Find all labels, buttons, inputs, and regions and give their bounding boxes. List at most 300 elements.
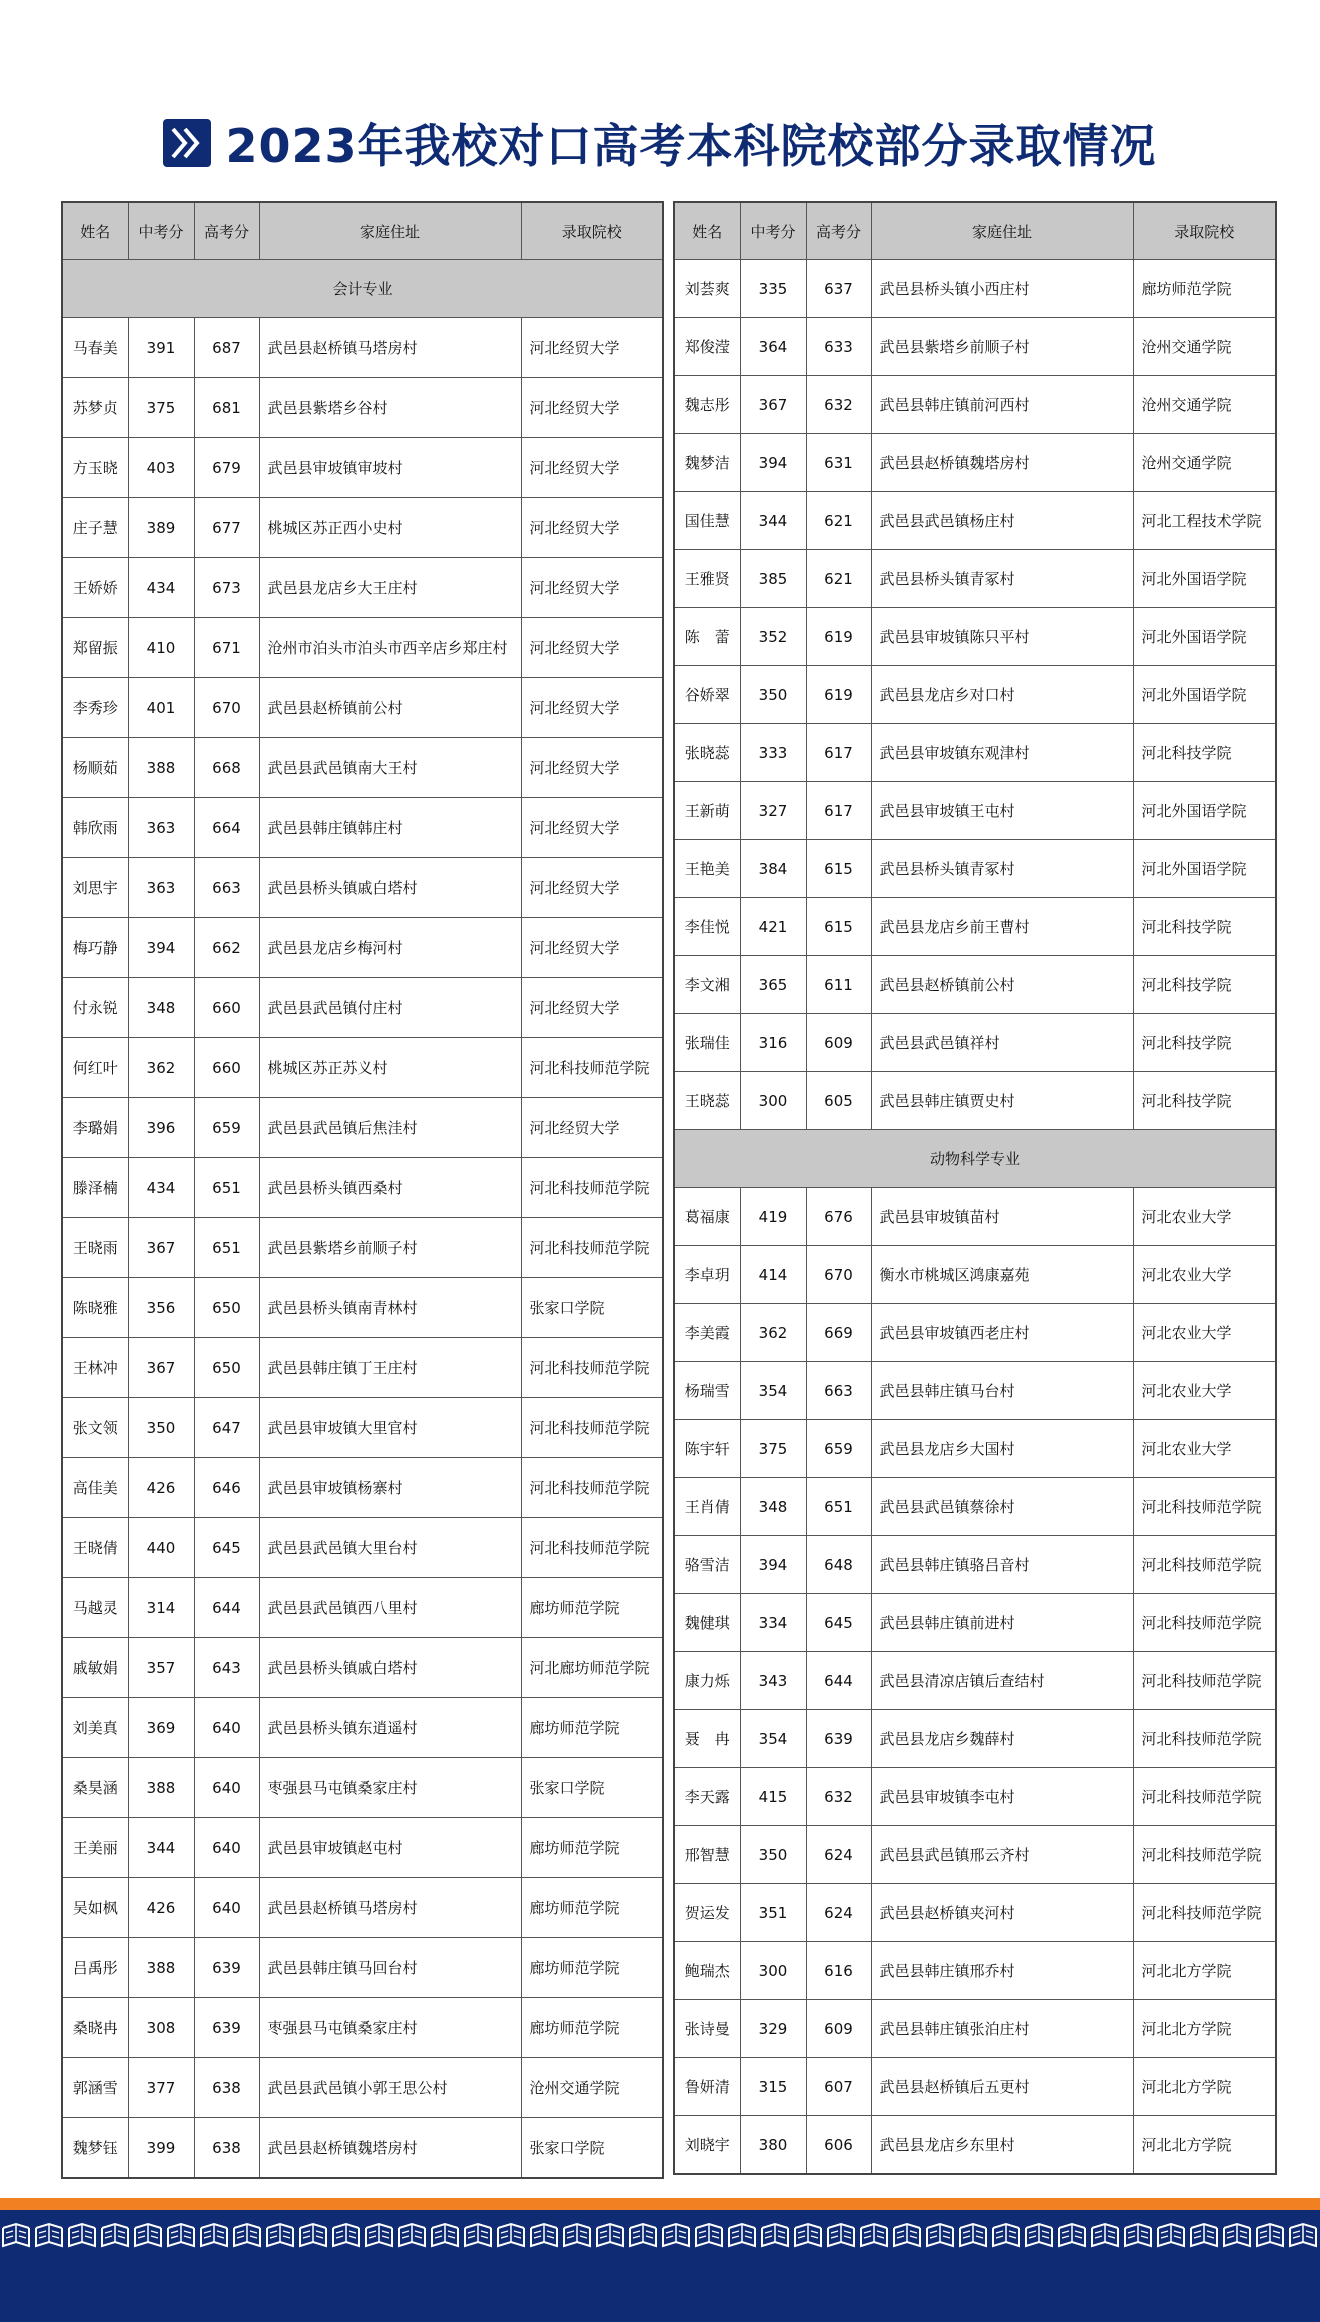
student-name: 高佳美 <box>62 1458 128 1518</box>
zhongkao-score: 388 <box>128 1938 194 1998</box>
home-address: 枣强县马屯镇桑家庄村 <box>259 1758 521 1818</box>
home-address: 武邑县龙店乡魏薛村 <box>871 1710 1133 1768</box>
admitted-school: 张家口学院 <box>521 1278 663 1338</box>
student-name: 刘晓宇 <box>674 2116 740 2175</box>
admitted-school: 沧州交通学院 <box>1133 376 1276 434</box>
admitted-school: 河北经贸大学 <box>521 978 663 1038</box>
table-row <box>674 666 1276 724</box>
student-name: 吕禹彤 <box>62 1938 128 1998</box>
student-name: 王娇娇 <box>62 558 128 618</box>
admitted-school: 河北农业大学 <box>1133 1188 1276 1246</box>
admitted-school: 河北外国语学院 <box>1133 666 1276 724</box>
zhongkao-score: 348 <box>128 978 194 1038</box>
gaokao-score: 663 <box>194 858 259 918</box>
gaokao-score: 632 <box>806 376 871 434</box>
student-name: 郑留振 <box>62 618 128 678</box>
table-row <box>674 956 1276 1014</box>
gaokao-score: 659 <box>194 1098 259 1158</box>
zhongkao-score: 384 <box>740 840 806 898</box>
table-row <box>62 378 663 438</box>
table-row <box>62 558 663 618</box>
table-row <box>674 898 1276 956</box>
table-header-row <box>674 202 1276 260</box>
table-row <box>674 1768 1276 1826</box>
table-row <box>674 840 1276 898</box>
home-address: 武邑县桥头镇青冢村 <box>871 550 1133 608</box>
gaokao-score: 669 <box>806 1304 871 1362</box>
home-address: 武邑县审坡镇苗村 <box>871 1188 1133 1246</box>
student-name: 桑晓冉 <box>62 1998 128 2058</box>
gaokao-score: 607 <box>806 2058 871 2116</box>
zhongkao-score: 327 <box>740 782 806 840</box>
zhongkao-score: 396 <box>128 1098 194 1158</box>
zhongkao-score: 344 <box>128 1818 194 1878</box>
admitted-school: 河北科技学院 <box>1133 724 1276 782</box>
student-name: 陈晓雅 <box>62 1278 128 1338</box>
table-row <box>674 782 1276 840</box>
zhongkao-score: 375 <box>740 1420 806 1478</box>
student-name: 戚敏娟 <box>62 1638 128 1698</box>
admitted-school: 河北科技师范学院 <box>1133 1884 1276 1942</box>
zhongkao-score: 316 <box>740 1014 806 1072</box>
admitted-school: 河北经贸大学 <box>521 498 663 558</box>
header-school: 录取院校 <box>521 202 663 260</box>
admitted-school: 河北经贸大学 <box>521 318 663 378</box>
zhongkao-score: 357 <box>128 1638 194 1698</box>
gaokao-score: 605 <box>806 1072 871 1130</box>
zhongkao-score: 394 <box>740 434 806 492</box>
zhongkao-score: 356 <box>128 1278 194 1338</box>
home-address: 武邑县赵桥镇后五更村 <box>871 2058 1133 2116</box>
table-row <box>62 1998 663 2058</box>
table-row <box>674 318 1276 376</box>
admitted-school: 河北经贸大学 <box>521 378 663 438</box>
zhongkao-score: 403 <box>128 438 194 498</box>
student-name: 李璐娟 <box>62 1098 128 1158</box>
table-row <box>62 618 663 678</box>
gaokao-score: 670 <box>194 678 259 738</box>
home-address: 武邑县龙店乡大王庄村 <box>259 558 521 618</box>
home-address: 武邑县武邑镇杨庄村 <box>871 492 1133 550</box>
table-row <box>674 2058 1276 2116</box>
table-row <box>62 1398 663 1458</box>
home-address: 武邑县韩庄镇前河西村 <box>871 376 1133 434</box>
zhongkao-score: 367 <box>740 376 806 434</box>
admitted-school: 张家口学院 <box>521 2118 663 2179</box>
student-name: 谷娇翠 <box>674 666 740 724</box>
student-name: 郑俊滢 <box>674 318 740 376</box>
table-row <box>674 608 1276 666</box>
zhongkao-score: 314 <box>128 1578 194 1638</box>
admitted-school: 河北科技师范学院 <box>1133 1826 1276 1884</box>
admitted-school: 河北外国语学院 <box>1133 550 1276 608</box>
table-row <box>62 1698 663 1758</box>
footer-accent-bar <box>0 2198 1320 2210</box>
table-row <box>674 1014 1276 1072</box>
student-name: 王晓雨 <box>62 1218 128 1278</box>
student-name: 马越灵 <box>62 1578 128 1638</box>
gaokao-score: 650 <box>194 1338 259 1398</box>
admitted-school: 河北经贸大学 <box>521 738 663 798</box>
page-header <box>0 108 1320 178</box>
zhongkao-score: 401 <box>128 678 194 738</box>
zhongkao-score: 415 <box>740 1768 806 1826</box>
header-name: 姓名 <box>62 202 128 260</box>
student-name: 魏志彤 <box>674 376 740 434</box>
table-row <box>674 724 1276 782</box>
gaokao-score: 637 <box>806 260 871 318</box>
table-row <box>62 2118 663 2179</box>
gaokao-score: 644 <box>194 1578 259 1638</box>
section-label: 会计专业 <box>62 260 663 318</box>
admitted-school: 廊坊师范学院 <box>1133 260 1276 318</box>
table-row <box>62 498 663 558</box>
home-address: 武邑县审坡镇陈只平村 <box>871 608 1133 666</box>
table-row <box>674 1710 1276 1768</box>
student-name: 鲁妍清 <box>674 2058 740 2116</box>
student-name: 郭涵雪 <box>62 2058 128 2118</box>
home-address: 武邑县审坡镇杨寨村 <box>259 1458 521 1518</box>
zhongkao-score: 440 <box>128 1518 194 1578</box>
home-address: 武邑县龙店乡梅河村 <box>259 918 521 978</box>
student-name: 鲍瑞杰 <box>674 1942 740 2000</box>
home-address: 桃城区苏正西小史村 <box>259 498 521 558</box>
double-chevron-right-icon <box>163 119 211 167</box>
home-address: 武邑县龙店乡前王曹村 <box>871 898 1133 956</box>
admitted-school: 河北外国语学院 <box>1133 840 1276 898</box>
table-row <box>674 1478 1276 1536</box>
zhongkao-score: 434 <box>128 1158 194 1218</box>
zhongkao-score: 421 <box>740 898 806 956</box>
zhongkao-score: 335 <box>740 260 806 318</box>
home-address: 沧州市泊头市泊头市西辛店乡郑庄村 <box>259 618 521 678</box>
admitted-school: 廊坊师范学院 <box>521 1698 663 1758</box>
zhongkao-score: 333 <box>740 724 806 782</box>
zhongkao-score: 394 <box>128 918 194 978</box>
home-address: 武邑县武邑镇西八里村 <box>259 1578 521 1638</box>
zhongkao-score: 389 <box>128 498 194 558</box>
home-address: 武邑县龙店乡大国村 <box>871 1420 1133 1478</box>
gaokao-score: 662 <box>194 918 259 978</box>
admitted-school: 河北科技师范学院 <box>1133 1768 1276 1826</box>
zhongkao-score: 350 <box>740 1826 806 1884</box>
admitted-school: 河北农业大学 <box>1133 1246 1276 1304</box>
student-name: 魏健琪 <box>674 1594 740 1652</box>
zhongkao-score: 399 <box>128 2118 194 2179</box>
home-address: 枣强县马屯镇桑家庄村 <box>259 1998 521 2058</box>
gaokao-score: 639 <box>806 1710 871 1768</box>
header-school: 录取院校 <box>1133 202 1276 260</box>
gaokao-score: 639 <box>194 1938 259 1998</box>
admitted-school: 河北科技师范学院 <box>1133 1594 1276 1652</box>
student-name: 葛福康 <box>674 1188 740 1246</box>
gaokao-score: 645 <box>194 1518 259 1578</box>
home-address: 武邑县韩庄镇贾史村 <box>871 1072 1133 1130</box>
home-address: 武邑县赵桥镇夹河村 <box>871 1884 1133 1942</box>
section-header-row <box>62 260 663 318</box>
table-row <box>62 1098 663 1158</box>
student-name: 刘荟爽 <box>674 260 740 318</box>
admitted-school: 河北北方学院 <box>1133 2058 1276 2116</box>
student-name: 李天露 <box>674 1768 740 1826</box>
zhongkao-score: 300 <box>740 1942 806 2000</box>
admitted-school: 河北科技师范学院 <box>521 1458 663 1518</box>
student-name: 魏梦钰 <box>62 2118 128 2179</box>
admitted-school: 廊坊师范学院 <box>521 1878 663 1938</box>
home-address: 武邑县武邑镇大里台村 <box>259 1518 521 1578</box>
home-address: 武邑县审坡镇王屯村 <box>871 782 1133 840</box>
zhongkao-score: 350 <box>740 666 806 724</box>
gaokao-score: 619 <box>806 666 871 724</box>
home-address: 武邑县桥头镇青冢村 <box>871 840 1133 898</box>
gaokao-score: 651 <box>194 1158 259 1218</box>
zhongkao-score: 367 <box>128 1218 194 1278</box>
gaokao-score: 651 <box>806 1478 871 1536</box>
gaokao-score: 644 <box>806 1652 871 1710</box>
table-row <box>674 1884 1276 1942</box>
zhongkao-score: 315 <box>740 2058 806 2116</box>
student-name: 杨瑞雪 <box>674 1362 740 1420</box>
header-address: 家庭住址 <box>871 202 1133 260</box>
zhongkao-score: 375 <box>128 378 194 438</box>
table-row <box>62 1758 663 1818</box>
table-row <box>674 1072 1276 1130</box>
gaokao-score: 673 <box>194 558 259 618</box>
admitted-school: 河北科技师范学院 <box>1133 1478 1276 1536</box>
zhongkao-score: 394 <box>740 1536 806 1594</box>
admitted-school: 廊坊师范学院 <box>521 1578 663 1638</box>
student-name: 骆雪洁 <box>674 1536 740 1594</box>
gaokao-score: 663 <box>806 1362 871 1420</box>
gaokao-score: 687 <box>194 318 259 378</box>
gaokao-score: 664 <box>194 798 259 858</box>
home-address: 武邑县龙店乡对口村 <box>871 666 1133 724</box>
home-address: 武邑县韩庄镇韩庄村 <box>259 798 521 858</box>
zhongkao-score: 348 <box>740 1478 806 1536</box>
gaokao-score: 668 <box>194 738 259 798</box>
home-address: 武邑县赵桥镇马塔房村 <box>259 1878 521 1938</box>
admitted-school: 河北科技学院 <box>1133 1014 1276 1072</box>
gaokao-score: 621 <box>806 550 871 608</box>
table-row <box>62 1518 663 1578</box>
table-row <box>674 376 1276 434</box>
gaokao-score: 609 <box>806 1014 871 1072</box>
header-zhongkao: 中考分 <box>740 202 806 260</box>
home-address: 武邑县韩庄镇马回台村 <box>259 1938 521 1998</box>
gaokao-score: 606 <box>806 2116 871 2175</box>
admitted-school: 河北经贸大学 <box>521 1098 663 1158</box>
zhongkao-score: 334 <box>740 1594 806 1652</box>
zhongkao-score: 344 <box>740 492 806 550</box>
home-address: 武邑县武邑镇祥村 <box>871 1014 1133 1072</box>
zhongkao-score: 391 <box>128 318 194 378</box>
gaokao-score: 648 <box>806 1536 871 1594</box>
student-name: 陈 蕾 <box>674 608 740 666</box>
student-name: 李美霞 <box>674 1304 740 1362</box>
header-gaokao: 高考分 <box>194 202 259 260</box>
student-name: 王晓蕊 <box>674 1072 740 1130</box>
student-name: 方玉晓 <box>62 438 128 498</box>
student-name: 邢智慧 <box>674 1826 740 1884</box>
student-name: 韩欣雨 <box>62 798 128 858</box>
zhongkao-score: 364 <box>740 318 806 376</box>
gaokao-score: 631 <box>806 434 871 492</box>
student-name: 王晓倩 <box>62 1518 128 1578</box>
admitted-school: 河北科技师范学院 <box>521 1338 663 1398</box>
table-row <box>674 434 1276 492</box>
table-row <box>674 260 1276 318</box>
header-zhongkao: 中考分 <box>128 202 194 260</box>
zhongkao-score: 350 <box>128 1398 194 1458</box>
section-label: 动物科学专业 <box>674 1130 1276 1188</box>
student-name: 梅巧静 <box>62 918 128 978</box>
home-address: 武邑县桥头镇东逍遥村 <box>259 1698 521 1758</box>
zhongkao-score: 377 <box>128 2058 194 2118</box>
home-address: 武邑县紫塔乡前顺子村 <box>871 318 1133 376</box>
home-address: 武邑县桥头镇戚白塔村 <box>259 858 521 918</box>
admitted-school: 河北经贸大学 <box>521 558 663 618</box>
zhongkao-score: 414 <box>740 1246 806 1304</box>
home-address: 武邑县桥头镇西桑村 <box>259 1158 521 1218</box>
student-name: 刘美真 <box>62 1698 128 1758</box>
student-name: 李佳悦 <box>674 898 740 956</box>
home-address: 武邑县审坡镇大里官村 <box>259 1398 521 1458</box>
student-name: 李文湘 <box>674 956 740 1014</box>
student-name: 付永锐 <box>62 978 128 1038</box>
table-row <box>62 1938 663 1998</box>
home-address: 武邑县武邑镇后焦洼村 <box>259 1098 521 1158</box>
zhongkao-score: 354 <box>740 1362 806 1420</box>
gaokao-score: 650 <box>194 1278 259 1338</box>
table-row <box>674 1362 1276 1420</box>
student-name: 马春美 <box>62 318 128 378</box>
admitted-school: 河北经贸大学 <box>521 858 663 918</box>
zhongkao-score: 354 <box>740 1710 806 1768</box>
zhongkao-score: 352 <box>740 608 806 666</box>
zhongkao-score: 351 <box>740 1884 806 1942</box>
gaokao-score: 616 <box>806 1942 871 2000</box>
gaokao-score: 640 <box>194 1818 259 1878</box>
student-name: 王雅贤 <box>674 550 740 608</box>
table-row <box>62 1218 663 1278</box>
admitted-school: 沧州交通学院 <box>1133 434 1276 492</box>
home-address: 武邑县赵桥镇魏塔房村 <box>259 2118 521 2179</box>
gaokao-score: 640 <box>194 1878 259 1938</box>
table-header-row <box>62 202 663 260</box>
table-row <box>674 1420 1276 1478</box>
table-row <box>674 1652 1276 1710</box>
gaokao-score: 640 <box>194 1758 259 1818</box>
student-name: 王艳美 <box>674 840 740 898</box>
home-address: 武邑县赵桥镇马塔房村 <box>259 318 521 378</box>
zhongkao-score: 329 <box>740 2000 806 2058</box>
admitted-school: 廊坊师范学院 <box>521 1818 663 1878</box>
home-address: 武邑县审坡镇西老庄村 <box>871 1304 1133 1362</box>
right-admission-table <box>673 201 1277 2175</box>
student-name: 苏梦贞 <box>62 378 128 438</box>
student-name: 张诗曼 <box>674 2000 740 2058</box>
home-address: 武邑县紫塔乡前顺子村 <box>259 1218 521 1278</box>
gaokao-score: 638 <box>194 2118 259 2179</box>
zhongkao-score: 362 <box>128 1038 194 1098</box>
home-address: 武邑县审坡镇审坡村 <box>259 438 521 498</box>
home-address: 武邑县桥头镇戚白塔村 <box>259 1638 521 1698</box>
student-name: 张晓蕊 <box>674 724 740 782</box>
admitted-school: 沧州交通学院 <box>1133 318 1276 376</box>
gaokao-score: 624 <box>806 1884 871 1942</box>
table-row <box>674 1594 1276 1652</box>
gaokao-score: 643 <box>194 1638 259 1698</box>
header-gaokao: 高考分 <box>806 202 871 260</box>
admitted-school: 河北廊坊师范学院 <box>521 1638 663 1698</box>
home-address: 武邑县清凉店镇后查结村 <box>871 1652 1133 1710</box>
gaokao-score: 624 <box>806 1826 871 1884</box>
admitted-school: 河北经贸大学 <box>521 918 663 978</box>
gaokao-score: 615 <box>806 898 871 956</box>
gaokao-score: 621 <box>806 492 871 550</box>
gaokao-score: 617 <box>806 724 871 782</box>
gaokao-score: 676 <box>806 1188 871 1246</box>
admitted-school: 河北科技师范学院 <box>521 1038 663 1098</box>
gaokao-score: 645 <box>806 1594 871 1652</box>
section-header-row <box>674 1130 1276 1188</box>
home-address: 武邑县武邑镇小郭王思公村 <box>259 2058 521 2118</box>
gaokao-score: 633 <box>806 318 871 376</box>
student-name: 王美丽 <box>62 1818 128 1878</box>
home-address: 武邑县赵桥镇前公村 <box>871 956 1133 1014</box>
student-name: 康力烁 <box>674 1652 740 1710</box>
table-row <box>62 1338 663 1398</box>
gaokao-score: 660 <box>194 978 259 1038</box>
student-name: 国佳慧 <box>674 492 740 550</box>
zhongkao-score: 300 <box>740 1072 806 1130</box>
table-row <box>62 1158 663 1218</box>
admitted-school: 河北北方学院 <box>1133 2000 1276 2058</box>
zhongkao-score: 363 <box>128 858 194 918</box>
admitted-school: 河北科技学院 <box>1133 956 1276 1014</box>
zhongkao-score: 388 <box>128 738 194 798</box>
table-row <box>62 1638 663 1698</box>
student-name: 王林冲 <box>62 1338 128 1398</box>
table-row <box>674 1826 1276 1884</box>
home-address: 武邑县紫塔乡谷村 <box>259 378 521 438</box>
admitted-school: 河北北方学院 <box>1133 1942 1276 2000</box>
student-name: 张文领 <box>62 1398 128 1458</box>
home-address: 武邑县韩庄镇骆吕音村 <box>871 1536 1133 1594</box>
student-name: 桑昊涵 <box>62 1758 128 1818</box>
admitted-school: 廊坊师范学院 <box>521 1998 663 2058</box>
admitted-school: 河北外国语学院 <box>1133 782 1276 840</box>
zhongkao-score: 365 <box>740 956 806 1014</box>
admitted-school: 河北工程技术学院 <box>1133 492 1276 550</box>
table-row <box>62 1038 663 1098</box>
admitted-school: 沧州交通学院 <box>521 2058 663 2118</box>
gaokao-score: 681 <box>194 378 259 438</box>
table-row <box>674 1188 1276 1246</box>
student-name: 王新萌 <box>674 782 740 840</box>
home-address: 衡水市桃城区鸿康嘉苑 <box>871 1246 1133 1304</box>
home-address: 桃城区苏正苏义村 <box>259 1038 521 1098</box>
admitted-school: 河北科技师范学院 <box>1133 1536 1276 1594</box>
admitted-school: 河北科技学院 <box>1133 898 1276 956</box>
table-row <box>62 1278 663 1338</box>
student-name: 刘思宇 <box>62 858 128 918</box>
home-address: 武邑县韩庄镇丁王庄村 <box>259 1338 521 1398</box>
table-row <box>62 438 663 498</box>
gaokao-score: 679 <box>194 438 259 498</box>
zhongkao-score: 343 <box>740 1652 806 1710</box>
gaokao-score: 671 <box>194 618 259 678</box>
